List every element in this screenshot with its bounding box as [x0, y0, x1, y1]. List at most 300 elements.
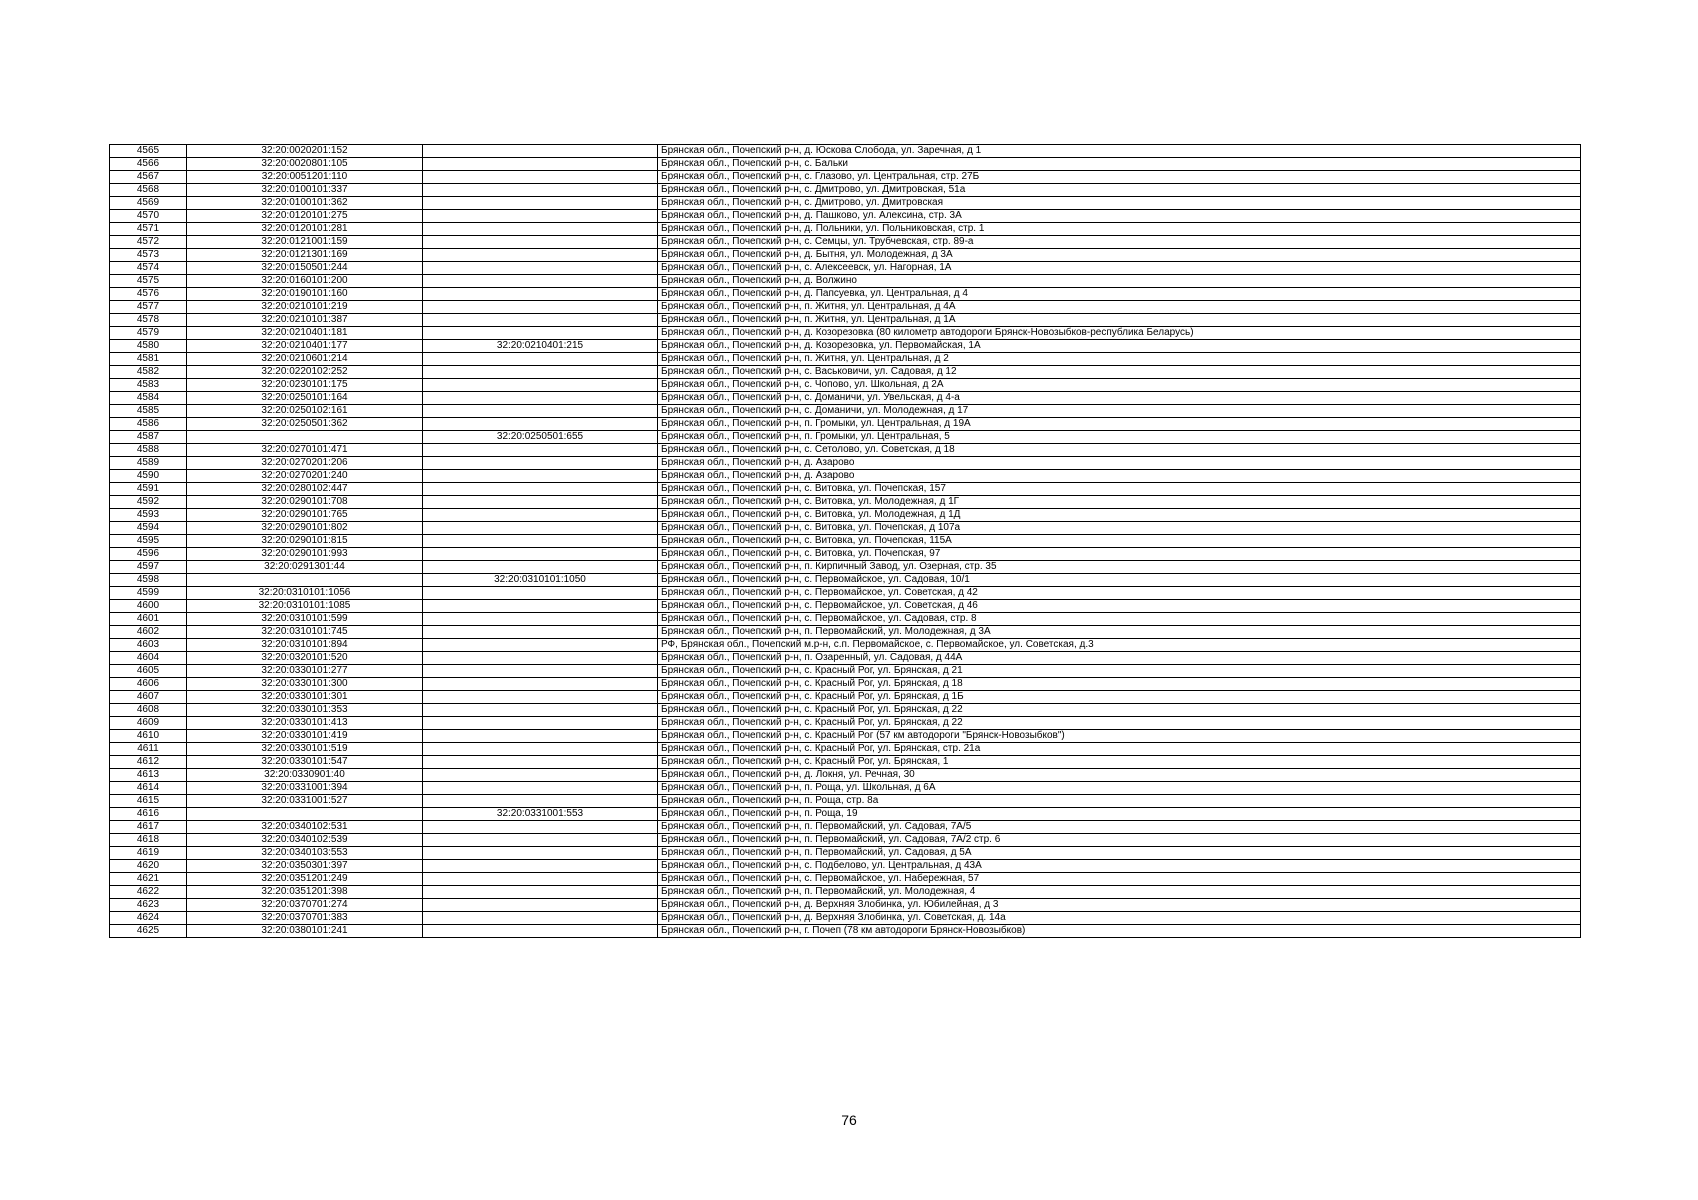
table-row [110, 301, 1581, 314]
address-cell: Брянская обл., Почепский р-н, с. Дмитрово, ул. Дмитровская [658, 197, 1581, 210]
row-number-cell: 4592 [110, 496, 187, 509]
row-number-cell: 4567 [110, 171, 187, 184]
cadastral-number-cell: 32:20:0121301:169 [187, 249, 423, 262]
row-number-cell: 4587 [110, 431, 187, 444]
table-row [110, 834, 1581, 847]
table-row [110, 327, 1581, 340]
address-cell: Брянская обл., Почепский р-н, п. Первомайский, ул. Садовая, 7А/2 стр. 6 [658, 834, 1581, 847]
cadastral-number-cell: 32:20:0210101:219 [187, 301, 423, 314]
cadastral-number-2-cell [423, 587, 658, 600]
row-number-cell: 4596 [110, 548, 187, 561]
cadastral-number-cell: 32:20:0270201:206 [187, 457, 423, 470]
row-number-cell: 4565 [110, 145, 187, 158]
cadastral-number-2-cell [423, 379, 658, 392]
row-number-cell: 4608 [110, 704, 187, 717]
cadastral-number-cell: 32:20:0250101:164 [187, 392, 423, 405]
cadastral-number-cell: 32:20:0340102:531 [187, 821, 423, 834]
address-cell: Брянская обл., Почепский р-н, д. Пашково, ул. Алексина, стр. 3А [658, 210, 1581, 223]
cadastral-number-2-cell [423, 912, 658, 925]
table-row [110, 314, 1581, 327]
row-number-cell: 4617 [110, 821, 187, 834]
cadastral-number-2-cell [423, 652, 658, 665]
cadastral-number-cell: 32:20:0210101:387 [187, 314, 423, 327]
row-number-cell: 4585 [110, 405, 187, 418]
cadastral-number-2-cell [423, 626, 658, 639]
cadastral-number-2-cell: 32:20:0250501:655 [423, 431, 658, 444]
table-row [110, 353, 1581, 366]
address-cell: Брянская обл., Почепский р-н, с. Первомайское, ул. Советская, д 42 [658, 587, 1581, 600]
cadastral-number-2-cell [423, 730, 658, 743]
cadastral-number-cell: 32:20:0310101:1056 [187, 587, 423, 600]
table-row [110, 639, 1581, 652]
address-cell: Брянская обл., Почепский р-н, с. Витовка, ул. Почепская, 157 [658, 483, 1581, 496]
row-number-cell: 4610 [110, 730, 187, 743]
cadastral-number-2-cell [423, 665, 658, 678]
row-number-cell: 4604 [110, 652, 187, 665]
row-number-cell: 4583 [110, 379, 187, 392]
address-cell: Брянская обл., Почепский р-н, с. Красный Рог, ул. Брянская, д 18 [658, 678, 1581, 691]
address-cell: Брянская обл., Почепский р-н, д. Бытня, ул. Молодежная, д 3А [658, 249, 1581, 262]
table-row [110, 821, 1581, 834]
table-row [110, 470, 1581, 483]
row-number-cell: 4623 [110, 899, 187, 912]
cadastral-number-2-cell [423, 145, 658, 158]
address-cell: Брянская обл., Почепский р-н, с. Семцы, ул. Трубчевская, стр. 89-а [658, 236, 1581, 249]
table-row [110, 808, 1581, 821]
cadastral-number-2-cell [423, 314, 658, 327]
address-cell: Брянская обл., Почепский р-н, с. Доманичи, ул. Молодежная, д 17 [658, 405, 1581, 418]
cadastral-number-2-cell [423, 717, 658, 730]
cadastral-number-cell [187, 431, 423, 444]
cadastral-number-cell: 32:20:0310101:745 [187, 626, 423, 639]
registry-table [109, 144, 1581, 938]
row-number-cell: 4614 [110, 782, 187, 795]
table-row [110, 574, 1581, 587]
row-number-cell: 4597 [110, 561, 187, 574]
address-cell: Брянская обл., Почепский р-н, с. Красный Рог, ул. Брянская, д 1Б [658, 691, 1581, 704]
address-cell: Брянская обл., Почепский р-н, с. Красный Рог, ул. Брянская, стр. 21а [658, 743, 1581, 756]
cadastral-number-cell: 32:20:0330901:40 [187, 769, 423, 782]
row-number-cell: 4619 [110, 847, 187, 860]
cadastral-number-cell: 32:20:0230101:175 [187, 379, 423, 392]
cadastral-number-2-cell [423, 782, 658, 795]
cadastral-number-2-cell [423, 600, 658, 613]
cadastral-number-cell: 32:20:0100101:337 [187, 184, 423, 197]
address-cell: Брянская обл., Почепский р-н, с. Красный Рог, ул. Брянская, д 22 [658, 717, 1581, 730]
address-cell: Брянская обл., Почепский р-н, с. Васьковичи, ул. Садовая, д 12 [658, 366, 1581, 379]
address-cell: Брянская обл., Почепский р-н, п. Первомайский, ул. Садовая, д 5А [658, 847, 1581, 860]
cadastral-number-cell: 32:20:0331001:394 [187, 782, 423, 795]
address-cell: Брянская обл., Почепский р-н, д. Азарово [658, 470, 1581, 483]
address-cell: Брянская обл., Почепский р-н, с. Витовка, ул. Почепская, д 107а [658, 522, 1581, 535]
cadastral-number-cell: 32:20:0330101:413 [187, 717, 423, 730]
address-cell: Брянская обл., Почепский р-н, с. Красный Рог, ул. Брянская, 1 [658, 756, 1581, 769]
address-cell: Брянская обл., Почепский р-н, с. Подбелово, ул. Центральная, д 43А [658, 860, 1581, 873]
cadastral-number-2-cell [423, 392, 658, 405]
address-cell: Брянская обл., Почепский р-н, п. Роща, стр. 8а [658, 795, 1581, 808]
row-number-cell: 4575 [110, 275, 187, 288]
cadastral-number-2-cell [423, 704, 658, 717]
table-row [110, 860, 1581, 873]
row-number-cell: 4572 [110, 236, 187, 249]
row-number-cell: 4622 [110, 886, 187, 899]
address-cell: Брянская обл., Почепский р-н, с. Витовка, ул. Почепская, 115А [658, 535, 1581, 548]
address-cell: Брянская обл., Почепский р-н, с. Глазово, ул. Центральная, стр. 27Б [658, 171, 1581, 184]
table-row [110, 210, 1581, 223]
row-number-cell: 4611 [110, 743, 187, 756]
cadastral-number-cell: 32:20:0330101:277 [187, 665, 423, 678]
address-cell: Брянская обл., Почепский р-н, с. Витовка, ул. Молодежная, д 1Г [658, 496, 1581, 509]
address-cell: Брянская обл., Почепский р-н, п. Житня, ул. Центральная, д 1А [658, 314, 1581, 327]
row-number-cell: 4578 [110, 314, 187, 327]
address-cell: Брянская обл., Почепский р-н, д. Польники, ул. Польниковская, стр. 1 [658, 223, 1581, 236]
row-number-cell: 4613 [110, 769, 187, 782]
row-number-cell: 4570 [110, 210, 187, 223]
cadastral-number-cell: 32:20:0291301:44 [187, 561, 423, 574]
row-number-cell: 4621 [110, 873, 187, 886]
address-cell: Брянская обл., Почепский р-н, с. Первомайское, ул. Советская, д 46 [658, 600, 1581, 613]
row-number-cell: 4580 [110, 340, 187, 353]
cadastral-number-2-cell [423, 847, 658, 860]
cadastral-number-cell: 32:20:0100101:362 [187, 197, 423, 210]
table-row [110, 535, 1581, 548]
address-cell: Брянская обл., Почепский р-н, с. Красный Рог, ул. Брянская, д 21 [658, 665, 1581, 678]
cadastral-number-2-cell [423, 327, 658, 340]
cadastral-number-2-cell [423, 535, 658, 548]
row-number-cell: 4595 [110, 535, 187, 548]
cadastral-number-cell: 32:20:0370701:383 [187, 912, 423, 925]
cadastral-number-cell: 32:20:0370701:274 [187, 899, 423, 912]
cadastral-number-2-cell [423, 249, 658, 262]
address-cell: Брянская обл., Почепский р-н, п. Роща, 19 [658, 808, 1581, 821]
row-number-cell: 4620 [110, 860, 187, 873]
cadastral-number-cell: 32:20:0220102:252 [187, 366, 423, 379]
row-number-cell: 4600 [110, 600, 187, 613]
table-row [110, 652, 1581, 665]
cadastral-number-2-cell [423, 457, 658, 470]
cadastral-number-cell: 32:20:0310101:894 [187, 639, 423, 652]
cadastral-number-2-cell: 32:20:0331001:553 [423, 808, 658, 821]
address-cell: Брянская обл., Почепский р-н, д. Локня, ул. Речная, 30 [658, 769, 1581, 782]
cadastral-number-cell: 32:20:0331001:527 [187, 795, 423, 808]
cadastral-number-cell: 32:20:0350301:397 [187, 860, 423, 873]
table-row [110, 769, 1581, 782]
table-row [110, 626, 1581, 639]
address-cell: Брянская обл., Почепский р-н, д. Волжино [658, 275, 1581, 288]
page-number: 76 [841, 1112, 857, 1128]
address-cell: Брянская обл., Почепский р-н, с. Алексеевск, ул. Нагорная, 1А [658, 262, 1581, 275]
cadastral-number-2-cell [423, 834, 658, 847]
row-number-cell: 4615 [110, 795, 187, 808]
cadastral-number-2-cell [423, 496, 658, 509]
cadastral-number-cell: 32:20:0330101:547 [187, 756, 423, 769]
cadastral-number-2-cell [423, 418, 658, 431]
cadastral-number-cell: 32:20:0120101:275 [187, 210, 423, 223]
table-row [110, 366, 1581, 379]
table-row [110, 275, 1581, 288]
row-number-cell: 4566 [110, 158, 187, 171]
address-cell: РФ, Брянская обл., Почепский м.р-н, с.п. Первомайское, с. Первомайское, ул. Советская, д.3 [658, 639, 1581, 652]
address-cell: Брянская обл., Почепский р-н, с. Первомайское, ул. Садовая, 10/1 [658, 574, 1581, 587]
address-cell: Брянская обл., Почепский р-н, д. Козорезовка, ул. Первомайская, 1А [658, 340, 1581, 353]
cadastral-number-2-cell: 32:20:0210401:215 [423, 340, 658, 353]
table-row [110, 678, 1581, 691]
cadastral-number-cell: 32:20:0150501:244 [187, 262, 423, 275]
row-number-cell: 4581 [110, 353, 187, 366]
cadastral-number-2-cell [423, 405, 658, 418]
table-row [110, 717, 1581, 730]
cadastral-number-cell: 32:20:0190101:160 [187, 288, 423, 301]
address-cell: Брянская обл., Почепский р-н, с. Первомайское, ул. Набережная, 57 [658, 873, 1581, 886]
cadastral-number-cell: 32:20:0280102:447 [187, 483, 423, 496]
table-row [110, 665, 1581, 678]
row-number-cell: 4588 [110, 444, 187, 457]
row-number-cell: 4576 [110, 288, 187, 301]
row-number-cell: 4607 [110, 691, 187, 704]
table-row [110, 496, 1581, 509]
table-row [110, 743, 1581, 756]
cadastral-number-2-cell [423, 899, 658, 912]
cadastral-number-2-cell [423, 470, 658, 483]
row-number-cell: 4590 [110, 470, 187, 483]
cadastral-number-cell: 32:20:0330101:300 [187, 678, 423, 691]
row-number-cell: 4586 [110, 418, 187, 431]
cadastral-number-2-cell [423, 444, 658, 457]
table-row [110, 548, 1581, 561]
cadastral-number-2-cell [423, 223, 658, 236]
cadastral-number-2-cell [423, 769, 658, 782]
row-number-cell: 4603 [110, 639, 187, 652]
table-row [110, 587, 1581, 600]
address-cell: Брянская обл., Почепский р-н, г. Почеп (78 км автодороги Брянск-Новозыбков) [658, 925, 1581, 938]
cadastral-number-2-cell [423, 288, 658, 301]
row-number-cell: 4582 [110, 366, 187, 379]
cadastral-number-cell: 32:20:0330101:301 [187, 691, 423, 704]
address-cell: Брянская обл., Почепский р-н, д. Верхняя Злобинка, ул. Юбилейная, д 3 [658, 899, 1581, 912]
address-cell: Брянская обл., Почепский р-н, п. Житня, ул. Центральная, д 4А [658, 301, 1581, 314]
row-number-cell: 4625 [110, 925, 187, 938]
row-number-cell: 4574 [110, 262, 187, 275]
cadastral-number-cell: 32:20:0290101:765 [187, 509, 423, 522]
table-row [110, 925, 1581, 938]
table-row [110, 847, 1581, 860]
cadastral-number-cell: 32:20:0160101:200 [187, 275, 423, 288]
cadastral-number-cell: 32:20:0020801:105 [187, 158, 423, 171]
table-row [110, 457, 1581, 470]
table-row [110, 444, 1581, 457]
address-cell: Брянская обл., Почепский р-н, д. Азарово [658, 457, 1581, 470]
address-cell: Брянская обл., Почепский р-н, п. Громыки, ул. Центральная, д 19А [658, 418, 1581, 431]
cadastral-number-cell: 32:20:0340103:553 [187, 847, 423, 860]
table-row [110, 509, 1581, 522]
address-cell: Брянская обл., Почепский р-н, д. Козорезовка (80 километр автодороги Брянск-Новозыбков-республика Беларусь) [658, 327, 1581, 340]
table-row [110, 691, 1581, 704]
cadastral-number-2-cell [423, 301, 658, 314]
table-row [110, 756, 1581, 769]
table-row [110, 223, 1581, 236]
address-cell: Брянская обл., Почепский р-н, п. Первомайский, ул. Молодежная, 4 [658, 886, 1581, 899]
cadastral-number-cell: 32:20:0340102:539 [187, 834, 423, 847]
table-row [110, 613, 1581, 626]
address-cell: Брянская обл., Почепский р-н, п. Громыки, ул. Центральная, 5 [658, 431, 1581, 444]
cadastral-number-cell: 32:20:0330101:419 [187, 730, 423, 743]
cadastral-number-2-cell [423, 678, 658, 691]
row-number-cell: 4584 [110, 392, 187, 405]
address-cell: Брянская обл., Почепский р-н, с. Первомайское, ул. Садовая, стр. 8 [658, 613, 1581, 626]
address-cell: Брянская обл., Почепский р-н, с. Доманичи, ул. Увельская, д 4-а [658, 392, 1581, 405]
cadastral-number-2-cell [423, 548, 658, 561]
row-number-cell: 4569 [110, 197, 187, 210]
cadastral-number-cell: 32:20:0290101:993 [187, 548, 423, 561]
cadastral-number-cell: 32:20:0320101:520 [187, 652, 423, 665]
table-row [110, 249, 1581, 262]
table-row [110, 184, 1581, 197]
cadastral-number-cell [187, 574, 423, 587]
address-cell: Брянская обл., Почепский р-н, с. Витовка, ул. Почепская, 97 [658, 548, 1581, 561]
row-number-cell: 4599 [110, 587, 187, 600]
table-row [110, 600, 1581, 613]
address-cell: Брянская обл., Почепский р-н, д. Папсуевка, ул. Центральная, д 4 [658, 288, 1581, 301]
table-row [110, 262, 1581, 275]
cadastral-number-2-cell [423, 210, 658, 223]
table-row [110, 158, 1581, 171]
cadastral-number-2-cell [423, 158, 658, 171]
table-row [110, 197, 1581, 210]
cadastral-number-cell [187, 808, 423, 821]
cadastral-number-2-cell [423, 236, 658, 249]
cadastral-number-cell: 32:20:0020201:152 [187, 145, 423, 158]
row-number-cell: 4573 [110, 249, 187, 262]
cadastral-number-2-cell [423, 860, 658, 873]
cadastral-number-2-cell [423, 522, 658, 535]
cadastral-number-2-cell [423, 561, 658, 574]
cadastral-number-cell: 32:20:0270101:471 [187, 444, 423, 457]
cadastral-number-2-cell [423, 353, 658, 366]
table-row [110, 431, 1581, 444]
row-number-cell: 4568 [110, 184, 187, 197]
table-row [110, 899, 1581, 912]
row-number-cell: 4602 [110, 626, 187, 639]
table-row [110, 483, 1581, 496]
cadastral-number-cell: 32:20:0310101:1085 [187, 600, 423, 613]
table-row [110, 561, 1581, 574]
row-number-cell: 4594 [110, 522, 187, 535]
table-row [110, 405, 1581, 418]
cadastral-number-2-cell [423, 366, 658, 379]
cadastral-number-cell: 32:20:0250102:161 [187, 405, 423, 418]
row-number-cell: 4571 [110, 223, 187, 236]
row-number-cell: 4589 [110, 457, 187, 470]
row-number-cell: 4616 [110, 808, 187, 821]
address-cell: Брянская обл., Почепский р-н, с. Дмитрово, ул. Дмитровская, 51а [658, 184, 1581, 197]
row-number-cell: 4606 [110, 678, 187, 691]
cadastral-number-cell: 32:20:0121001:159 [187, 236, 423, 249]
address-cell: Брянская обл., Почепский р-н, с. Бальки [658, 158, 1581, 171]
registry-table-body [110, 145, 1581, 938]
cadastral-number-2-cell: 32:20:0310101:1050 [423, 574, 658, 587]
table-row [110, 340, 1581, 353]
table-row [110, 795, 1581, 808]
cadastral-number-2-cell [423, 925, 658, 938]
row-number-cell: 4624 [110, 912, 187, 925]
row-number-cell: 4609 [110, 717, 187, 730]
address-cell: Брянская обл., Почепский р-н, с. Сетолово, ул. Советская, д 18 [658, 444, 1581, 457]
table-row [110, 145, 1581, 158]
cadastral-number-2-cell [423, 756, 658, 769]
address-cell: Брянская обл., Почепский р-н, с. Чопово, ул. Школьная, д 2А [658, 379, 1581, 392]
cadastral-number-2-cell [423, 184, 658, 197]
cadastral-number-cell: 32:20:0330101:519 [187, 743, 423, 756]
cadastral-number-cell: 32:20:0290101:802 [187, 522, 423, 535]
cadastral-number-2-cell [423, 197, 658, 210]
cadastral-number-cell: 32:20:0210601:214 [187, 353, 423, 366]
table-row [110, 522, 1581, 535]
table-row [110, 236, 1581, 249]
cadastral-number-2-cell [423, 821, 658, 834]
table-row [110, 418, 1581, 431]
cadastral-number-2-cell [423, 743, 658, 756]
address-cell: Брянская обл., Почепский р-н, п. Роща, ул. Школьная, д 6А [658, 782, 1581, 795]
row-number-cell: 4591 [110, 483, 187, 496]
address-cell: Брянская обл., Почепский р-н, д. Юскова Слобода, ул. Заречная, д 1 [658, 145, 1581, 158]
address-cell: Брянская обл., Почепский р-н, п. Первомайский, ул. Молодежная, д 3А [658, 626, 1581, 639]
address-cell: Брянская обл., Почепский р-н, с. Витовка, ул. Молодежная, д 1Д [658, 509, 1581, 522]
cadastral-number-cell: 32:20:0051201:110 [187, 171, 423, 184]
row-number-cell: 4598 [110, 574, 187, 587]
cadastral-number-2-cell [423, 795, 658, 808]
table-row [110, 288, 1581, 301]
cadastral-number-2-cell [423, 262, 658, 275]
cadastral-number-cell: 32:20:0310101:599 [187, 613, 423, 626]
address-cell: Брянская обл., Почепский р-н, с. Красный Рог, ул. Брянская, д 22 [658, 704, 1581, 717]
table-row [110, 392, 1581, 405]
cadastral-number-cell: 32:20:0330101:353 [187, 704, 423, 717]
row-number-cell: 4577 [110, 301, 187, 314]
address-cell: Брянская обл., Почепский р-н, п. Кирпичный Завод, ул. Озерная, стр. 35 [658, 561, 1581, 574]
row-number-cell: 4618 [110, 834, 187, 847]
cadastral-number-cell: 32:20:0210401:181 [187, 327, 423, 340]
table-row [110, 730, 1581, 743]
table-row [110, 782, 1581, 795]
row-number-cell: 4601 [110, 613, 187, 626]
cadastral-number-cell: 32:20:0351201:398 [187, 886, 423, 899]
table-row [110, 886, 1581, 899]
cadastral-number-cell: 32:20:0351201:249 [187, 873, 423, 886]
cadastral-number-cell: 32:20:0270201:240 [187, 470, 423, 483]
table-row [110, 379, 1581, 392]
cadastral-number-2-cell [423, 691, 658, 704]
address-cell: Брянская обл., Почепский р-н, п. Первомайский, ул. Садовая, 7А/5 [658, 821, 1581, 834]
cadastral-number-cell: 32:20:0120101:281 [187, 223, 423, 236]
row-number-cell: 4593 [110, 509, 187, 522]
cadastral-number-2-cell [423, 509, 658, 522]
row-number-cell: 4612 [110, 756, 187, 769]
table-row [110, 912, 1581, 925]
address-cell: Брянская обл., Почепский р-н, с. Красный Рог (57 км автодороги "Брянск-Новозыбков") [658, 730, 1581, 743]
cadastral-number-2-cell [423, 873, 658, 886]
cadastral-number-cell: 32:20:0210401:177 [187, 340, 423, 353]
address-cell: Брянская обл., Почепский р-н, п. Озаренный, ул. Садовая, д 44А [658, 652, 1581, 665]
table-row [110, 171, 1581, 184]
cadastral-number-2-cell [423, 483, 658, 496]
cadastral-number-cell: 32:20:0290101:815 [187, 535, 423, 548]
row-number-cell: 4579 [110, 327, 187, 340]
row-number-cell: 4605 [110, 665, 187, 678]
table-row [110, 704, 1581, 717]
cadastral-number-2-cell [423, 886, 658, 899]
address-cell: Брянская обл., Почепский р-н, п. Житня, ул. Центральная, д 2 [658, 353, 1581, 366]
cadastral-number-2-cell [423, 171, 658, 184]
